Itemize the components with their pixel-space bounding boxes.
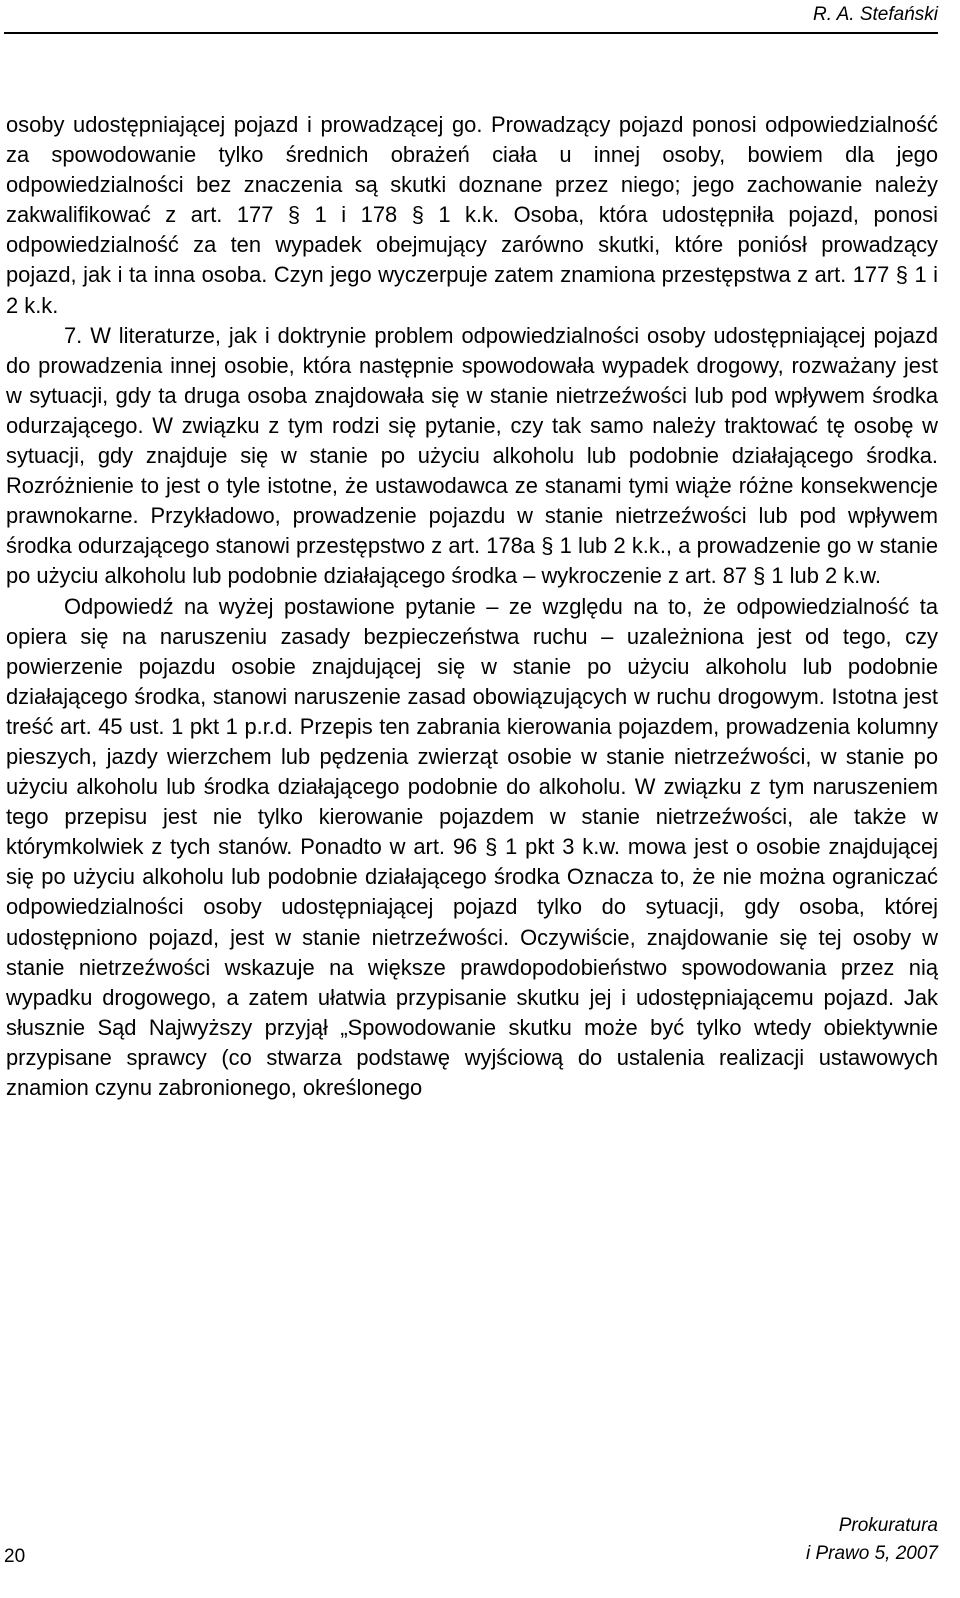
- paragraph-2: 7. W literaturze, jak i doktrynie problem odpowiedzialności osoby udostępniającej pojazd do prowadzenia innej osobie, która następnie spowodowała wypadek drogowy, rozważany jest w sytuacji, gdy ta druga osoba znajdowała się w stanie nietrzeźwości lub pod wpływem środka odurzającego. W związku z tym rodzi się pytanie, czy tak samo należy traktować tę osobę w sytuacji, gdy znajduje się w stanie po użyciu alkoholu lub podobnie działającego środka. Rozróżnienie to jest o tyle istotne, że ustawodawca ze stanami tymi wiąże różne konsekwencje prawnokarne. Przykładowo, prowadzenie pojazdu w stanie nietrzeźwości lub pod wpływem środka odurzającego stanowi przestępstwo z art. 178a § 1 lub 2 k.k., a prowadzenie go w stanie po użyciu alkoholu lub podobnie działającego środka – wykroczenie z art. 87 § 1 lub 2 k.w.: [6, 322, 938, 589]
- paragraph-3: Odpowiedź na wyżej postawione pytanie – ze względu na to, że odpowiedzialność ta opiera się na naruszeniu zasady bezpieczeństwa ruchu – uzależniona jest od tego, czy powierzenie pojazdu osobie znajdującej się w stanie po użyciu alkoholu lub podobnie działającego środka, stanowi naruszenie zasad obowiązujących w ruchu drogowym. Istotna jest treść art. 45 ust. 1 pkt 1 p.r.d. Przepis ten zabrania kierowania pojazdem, prowadzenia kolumny pieszych, jazdy wierzchem lub pędzenia zwierząt osobie w stanie nietrzeźwości, w stanie po użyciu alkoholu lub środka działającego podobnie do alkoholu. W związku z tym naruszeniem tego przepisu jest nie tylko kierowanie pojazdem w stanie nietrzeźwości, ale także w którymkolwiek z tych stanów. Ponadto w art. 96 § 1 pkt 3 k.w. mowa jest o osobie znajdującej się po użyciu alkoholu lub podobnie działającego środka Oznacza to, że nie można ograniczać odpowiedzialności osoby udostępniającej pojazd tylko do sytuacji, gdy osoba, której udostępniono pojazd, jest w stanie nietrzeźwości. Oczywiście, znajdowanie się tej osoby w stanie nietrzeźwości wskazuje na większe prawdopodobieństwo spowodowania przez nią wypadku drogowego, a zatem ułatwia przypisanie skutku jej i udostępniającemu pojazd. Jak słusznie Sąd Najwyższy przyjął „Spowodowanie skutku może być tylko wtedy obiektywnie przypisane sprawcy (co stwarza podstawę wyjściową do ustalenia realizacji ustawowych znamion czynu zabronionego, określonego: [6, 593, 938, 1100]
- page-number: 20: [4, 1546, 26, 1567]
- journal-title-line-2: i Prawo 5, 2007: [805, 1543, 938, 1564]
- body-text: [6, 110, 938, 1103]
- header-rule: [4, 32, 938, 34]
- running-head-author: R. A. Stefański: [813, 4, 938, 25]
- paragraph-1: osoby udostępniającej pojazd i prowadzącej go. Prowadzący pojazd ponosi odpowiedzialność za spowodowanie tylko średnich obrażeń ciała u innej osoby, bowiem dla jego odpowiedzialności bez znaczenia są skutki doznane przez niego; jego zachowanie należy zakwalifikować z art. 177 § 1 i 178 § 1 k.k. Osoba, która udostępniła pojazd, ponosi odpowiedzialność za ten wypadek obejmujący zarówno skutki, które poniósł prowadzący pojazd, jak i ta inna osoba. Czyn jego wyczerpuje zatem znamiona przestępstwa z art. 177 § 1 i 2 k.k.: [6, 112, 938, 318]
- journal-title-line-1: Prokuratura: [838, 1515, 938, 1536]
- journal-title: [806, 1512, 938, 1568]
